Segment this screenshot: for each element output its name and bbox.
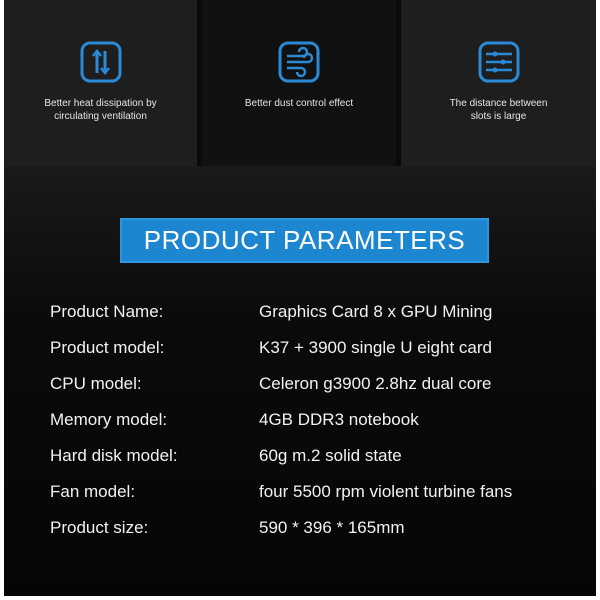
param-label: Product model: <box>50 338 165 357</box>
param-row <box>4 438 596 474</box>
param-row <box>4 366 596 402</box>
param-value: Celeron g3900 2.8hz dual core <box>259 374 492 393</box>
feature-caption <box>4 97 197 123</box>
param-value: 590 * 396 * 165mm <box>259 518 405 537</box>
feature-caption-line: The distance between <box>449 98 548 109</box>
slots-icon <box>477 40 521 84</box>
param-value: four 5500 rpm violent turbine fans <box>259 482 513 501</box>
param-value: Graphics Card 8 x GPU Mining <box>259 302 493 321</box>
param-row <box>4 474 596 510</box>
feature-caption <box>401 97 596 123</box>
param-label: Product Name: <box>50 302 164 321</box>
param-label: CPU model: <box>50 374 142 393</box>
feature-caption-line: Better dust control effect <box>244 98 354 109</box>
param-label: Product size: <box>50 518 149 537</box>
param-value: K37 + 3900 single U eight card <box>259 338 492 357</box>
product-page <box>4 0 596 596</box>
param-row <box>4 294 596 330</box>
param-row <box>4 330 596 366</box>
param-value: 4GB DDR3 notebook <box>259 410 419 429</box>
heat-dissipation-icon <box>79 40 123 84</box>
feature-caption-line: slots is large <box>470 111 527 122</box>
param-row <box>4 510 596 546</box>
param-row <box>4 402 596 438</box>
feature-caption-line: Better heat dissipation by <box>44 98 157 109</box>
section-title: PRODUCT PARAMETERS <box>143 225 466 255</box>
param-label: Fan model: <box>50 482 136 501</box>
param-label: Memory model: <box>50 410 168 429</box>
feature-caption <box>202 97 396 110</box>
section-title-banner <box>120 218 489 263</box>
feature-panel-dust <box>202 0 396 166</box>
airflow-icon <box>277 40 321 84</box>
param-label: Hard disk model: <box>50 446 178 465</box>
feature-panel-heat <box>4 0 197 166</box>
param-value: 60g m.2 solid state <box>259 446 402 465</box>
feature-caption-line: circulating ventilation <box>54 111 147 122</box>
feature-panel-slots <box>401 0 596 166</box>
